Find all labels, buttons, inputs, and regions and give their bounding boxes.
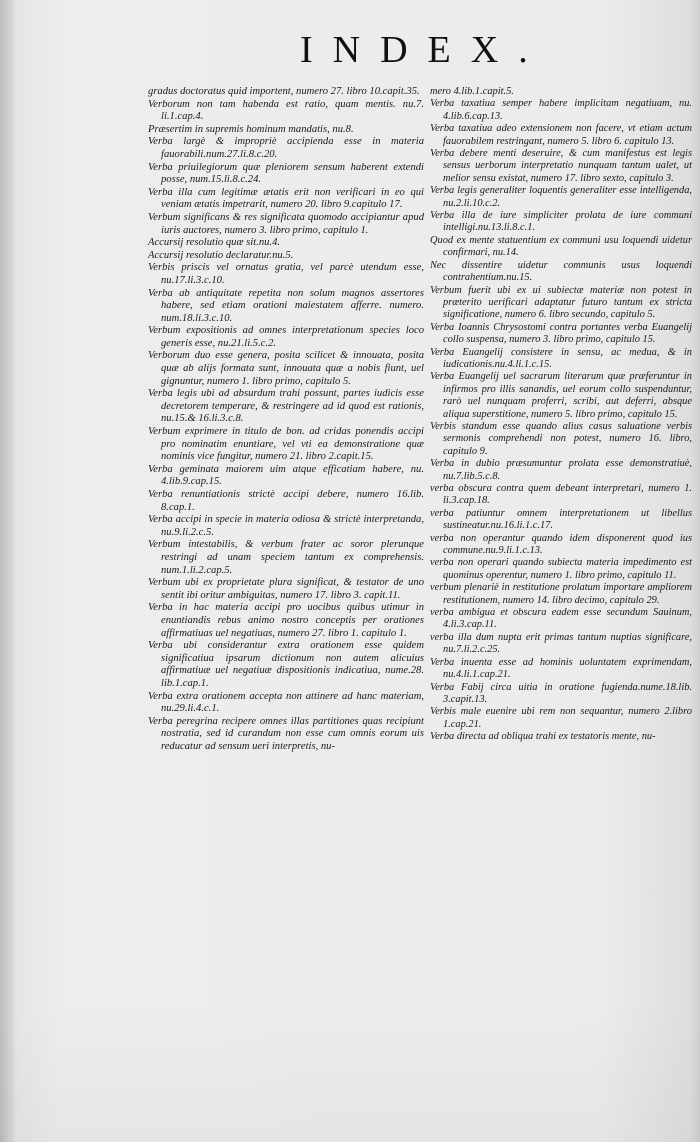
index-entry: Verbum intestabilis, & verbum frater ac soror plerunque restringi ad unam speciem tantum ex comprehensis. num.1.li.2.cap.5. [148,539,424,576]
index-entry: Accursij resolutio declaratur.nu.5. [148,249,294,261]
page-title: INDEX. [300,29,548,71]
index-entry: verba ambigua et obscura eadem esse secundum Sauinum, 4.li.3.cap.11. [430,607,692,631]
index-entry: verbum plenariè in restitutione prolatum importare ampliorem restitutionem, numero 14. libro decimo, capitulo 29. [430,582,692,606]
index-entry: verba obscura contra quem debeant interpretari, numero 1. li.3.cap.18. [430,483,692,507]
index-entry: Verba illa de iure simpliciter prolata de iure communi intelligi.nu.13.li.8.c.1. [430,210,692,234]
index-entry: verba patiuntur omnem interpretationem ut libellus sustineatur.nu.16.li.1.c.17. [430,507,692,532]
index-entry: Quod ex mente statuentium ex communi usu loquendi uidetur confirmari, nu.14. [430,234,692,259]
index-entry: Verba in dubio præsumuntur prolata esse demonstratiuè, nu.7.lib.5.c.8. [430,458,692,482]
index-entry: Verbum significans & res significata quomodo accipiantur apud iuris auctores, numero 3. libro primo, capitulo 1. [148,211,424,236]
right-column [430,86,692,744]
index-entry: Verba renuntiationis strictè accipi debere, numero 16.lib. 8.cap.1. [148,489,424,513]
index-entry: Verba accipi in specie in materia odiosa & strictè interpretanda, nu.9.li.2.c.5. [148,514,424,538]
index-entry: Verba taxatiua semper habere implicitam negatiuam, nu. 4.lib.6.cap.13. [430,98,692,122]
index-entry: Verba extra orationem accepta non attinere ad hanc materiam, nu.29.li.4.c.1. [148,690,424,715]
index-entry: Verba directa ad obliqua trahi ex testatoris mente, nu- [430,731,656,743]
index-entry: Verba legis ubi ad absurdum trahi possunt, partes iudicis esse decretorem temperare, & restringere ad id quod est rationis, nu.15.& 16.li.3.c.8. [148,388,424,425]
index-entry: Verba Fabij circa uitia in oratione fugienda.nume.18.lib. 3.capit.13. [430,681,692,705]
index-entry: Verba ab antiquitate repetita non solum magnos assertores habere, sed etiam orationi maiestatem afferre. numero. num.18.li.3.c.10. [148,287,424,324]
index-entry: Verbum expositionis ad omnes interpretationum species loco generis esse, nu.21.li.5.c.2. [148,325,424,349]
index-entry: Præsertim in supremis hominum mandatis, nu.8. [148,123,354,135]
index-entry: Verba illa cum legitimæ ætatis erit non verificari in eo qui veniam ætatis impetrarit, numero 20. libro 9.capitulo 17. [148,186,424,211]
index-entry: verba non operantur quando idem disponerent quod ius commune.nu.9.li.1.c.13. [430,532,692,557]
index-entry: Verbis priscis vel ornatus gratia, vel parcè utendum esse, nu.17.li.3.c.10. [148,262,424,286]
index-entry: Verba priuilegiorum quæ pleniorem sensum haberent extendi posse, num.15.li.8.c.24. [148,161,424,186]
index-entry: Verborum duo esse genera, posita scilicet & innouata, posita quæ ab alijs formata sunt, innouata quæ a nobis fiunt, uel gignuntur, numero 1. libro primo, capitulo 5. [148,350,424,387]
left-column [148,86,424,753]
index-entry: Verba inuenta esse ad hominis uoluntatem exprimendam, nu.4.li.1.cap.21. [430,656,692,681]
index-entry: Verba in hac materia accipi pro uocibus quibus utimur in enuntiandis rebus animo nostro conceptis per orationes affirmatiuas uel negatiuas, numero 27. libro 1. capitulo 1. [148,602,424,639]
binding-gutter [0,0,14,1142]
index-entry: Verborum non tam habenda est ratio, quam mentis. nu.7. li.1.cap.4. [148,98,424,123]
index-entry: Verba peregrina recipere omnes illas partitiones quas recipiunt nostratia, sed id curandum non esse cum omnis eorum uis reducatur ad sensum ueri interpretis, nu- [148,715,424,752]
index-entry: Verba ubi considerantur extra orationem esse quidem significatiua ipsarum dictionum non autem alicuius affirmatiuæ uel negatiuæ dispositionis indicatiua, nume.28. lib.1.cap.1. [148,640,424,689]
index-entry: verba illa dum nupta erit primas tantum nuptias significare, nu.7.li.2.c.25. [430,631,692,656]
index-entry: Verba geminata maiorem uim atque efficatiam habere, nu. 4.lib.9.cap.15. [148,463,424,488]
index-entry: Verba largè & impropriè accipienda esse in materia fauorabili.num.27.li.8.c.20. [148,136,424,160]
index-entry: verba non operari quando subiecta materia impedimento est quominus operentur, numero 1. libro primo, capitulo 11. [430,557,692,581]
index-entry: gradus doctoratus quid importent, numero 27. libro 10.capit.35. [148,86,420,97]
index-entry: Verba taxatiua adeo extensionem non facere, vt etiam actum fauorabilem restringant, numero 5. libro 6. capitulo 13. [430,123,692,147]
index-entry: Verba legis generaliter loquentis generaliter esse intelligenda, nu.2.li.10.c.2. [430,185,692,209]
index-entry: Verbum fuerit ubi ex ui subiectæ materiæ non potest in præterito uerificari adaptatur futuro tantum ex stricta significatione, numero 6. libro secundo, capitulo 5. [430,284,692,321]
index-entry: Verba Ioannis Chrysostomi contra portantes verba Euangelij collo suspensa, numero 3. libro primo, capitulo 15. [430,321,692,346]
page-shadow [0,1000,700,1142]
index-entry: Nec dissentire uidetur communis usus loquendi contrahentium.nu.15. [430,259,692,284]
index-entry: Verbis male euenire ubi rem non sequantur, numero 2.libro 1.cap.21. [430,706,692,730]
index-entry: Verbum ubi ex proprietate plura significat, & testator de uno sentit ibi oritur ambiguitas, numero 17. libro 3. capit.11. [148,577,424,601]
index-entry: Accursij resolutio quæ sit.nu.4. [148,237,281,249]
index-entry: Verbum exprimere in titulo de bon. ad cridas ponendis accipi pro nominatim enuntiare, vel vti ea demonstratione quæ nominis vice fungitur, numero 21. libro 2.capit.15. [148,426,424,463]
index-entry: Verbis standum esse quando alius casus saluatione verbis sermonis comprehendi non potest, numero 16. libro, capitulo 9. [430,420,692,457]
index-entry: mero 4.lib.1.capit.5. [430,86,514,97]
index-entry: Verba Euangelij uel sacrarum literarum quæ præferuntur in infirmos pro illis sanandis, uel eorum collo suspenduntur, rarò uel nunquam proferri, scribi, aut deferri, absque aliqua superstitione, numero 5. libro primo, capitulo 15. [430,371,692,420]
index-entry: Verba debere menti deseruire, & cum manifestus est legis sensus uerborum interpretatio nunquam tantum ualet, ut melior sensu existat, numero 17. libro sexto, capitulo 3. [430,148,692,184]
index-entry: Verba Euangelij consistere in sensu, ac medua, & in iudicationis.nu.4.li.1.c.15. [430,346,692,370]
